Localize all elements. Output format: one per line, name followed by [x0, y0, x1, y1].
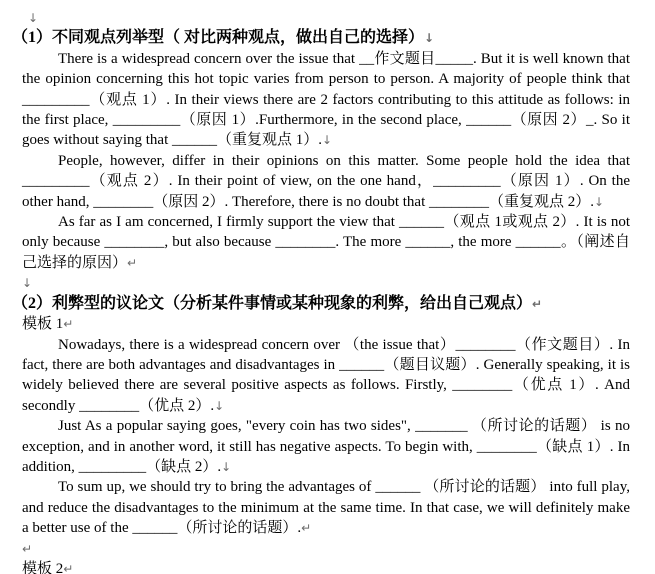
- section-2-heading: [12, 294, 630, 314]
- line-break-mark: ↓: [594, 194, 605, 209]
- blank-line: [22, 273, 630, 293]
- line-break-mark: ↓: [214, 398, 225, 413]
- template-2-label-text: 模板 2: [22, 560, 64, 574]
- section-2-paragraph-3: [22, 477, 630, 538]
- paragraph-text: Nowadays, there is a widespread concern over （the issue that）________（作文题目）. In fact, there are both advantages and disadvantages in ______（题目议题）. Generally speaking, it is widely believed there are several positive aspects as follows. Firstly, ________（优点 1）. And secondly ________（优点 2）.: [22, 336, 630, 414]
- section-2-paragraph-2: [22, 416, 630, 477]
- paragraph-text: People, however, differ in their opinions on this matter. Some people hold the idea that _________（观点 2）. In their point of view, on the one hand，_________（原因 1）. On the other hand, ________（原因 2）. Therefore, there is no doubt that ________（重复观点 2）.: [22, 152, 630, 210]
- section-1-paragraph-1: [22, 49, 630, 151]
- section-1-paragraph-2: [22, 151, 630, 212]
- paragraph-mark: ↵: [63, 317, 74, 332]
- paragraph-mark: ↵: [532, 296, 543, 311]
- line-break-mark: ↓: [22, 276, 33, 291]
- paragraph-mark: ↵: [301, 521, 312, 536]
- section-2-paragraph-1: [22, 335, 630, 417]
- line-break-mark: ↓: [424, 31, 435, 46]
- line-break-mark: ↓: [322, 133, 333, 148]
- paragraph-text: To sum up, we should try to bring the advantages of ______ （所讨论的话题） into full play, and reduce the disadvantages to the minimum at the same time. In that case, we will definitely make a better use of the ______（所讨论的话题）.: [22, 479, 630, 537]
- section-1-heading: [12, 28, 630, 48]
- section-2-heading-text: （2）利弊型的议论文（分析某件事情或某种现象的利弊，给出自己观点）: [12, 294, 533, 312]
- paragraph-text: There is a widespread concern over the issue that __作文题目_____. But it is well known that the opinion concerning this hot topic varies from person to person. A majority of people think that _________（观点 1）. In their views there are 2 factors contributing to this attitude as follows: in the first place, _________（原因 1）.Furthermore, in the second place, ______（原因 2）_. So it goes without saying that ______（重复观点 1）.: [22, 50, 630, 149]
- template-1-label: [22, 314, 630, 334]
- paragraph-mark: ↵: [127, 255, 138, 270]
- section-1-heading-text: （1）不同观点列举型（ 对比两种观点，做出自己的选择）: [12, 29, 425, 47]
- line-break-mark: ↓: [221, 459, 232, 474]
- blank-line: [22, 8, 630, 28]
- section-1-paragraph-3: [22, 212, 630, 273]
- paragraph-text: As far as I am concerned, I firmly support the view that ______（观点 1或观点 2）. It is not only because ________, but also because ________. The more ______, the more ______。（阐述自己选择的原因）: [22, 214, 630, 271]
- template-2-label: [22, 559, 630, 574]
- paragraph-text: Just As a popular saying goes, "every coin has two sides", _______ （所讨论的话题） is no exception, and in another word, it still has negative aspects. To begin with, ________（缺点 1）. In addition, _________（缺点 2）.: [22, 418, 630, 475]
- blank-line: [22, 539, 630, 559]
- paragraph-mark: ↵: [22, 541, 33, 556]
- line-break-mark: ↓: [28, 11, 39, 25]
- paragraph-mark: ↵: [63, 561, 74, 574]
- template-1-label-text: 模板 1: [22, 316, 64, 333]
